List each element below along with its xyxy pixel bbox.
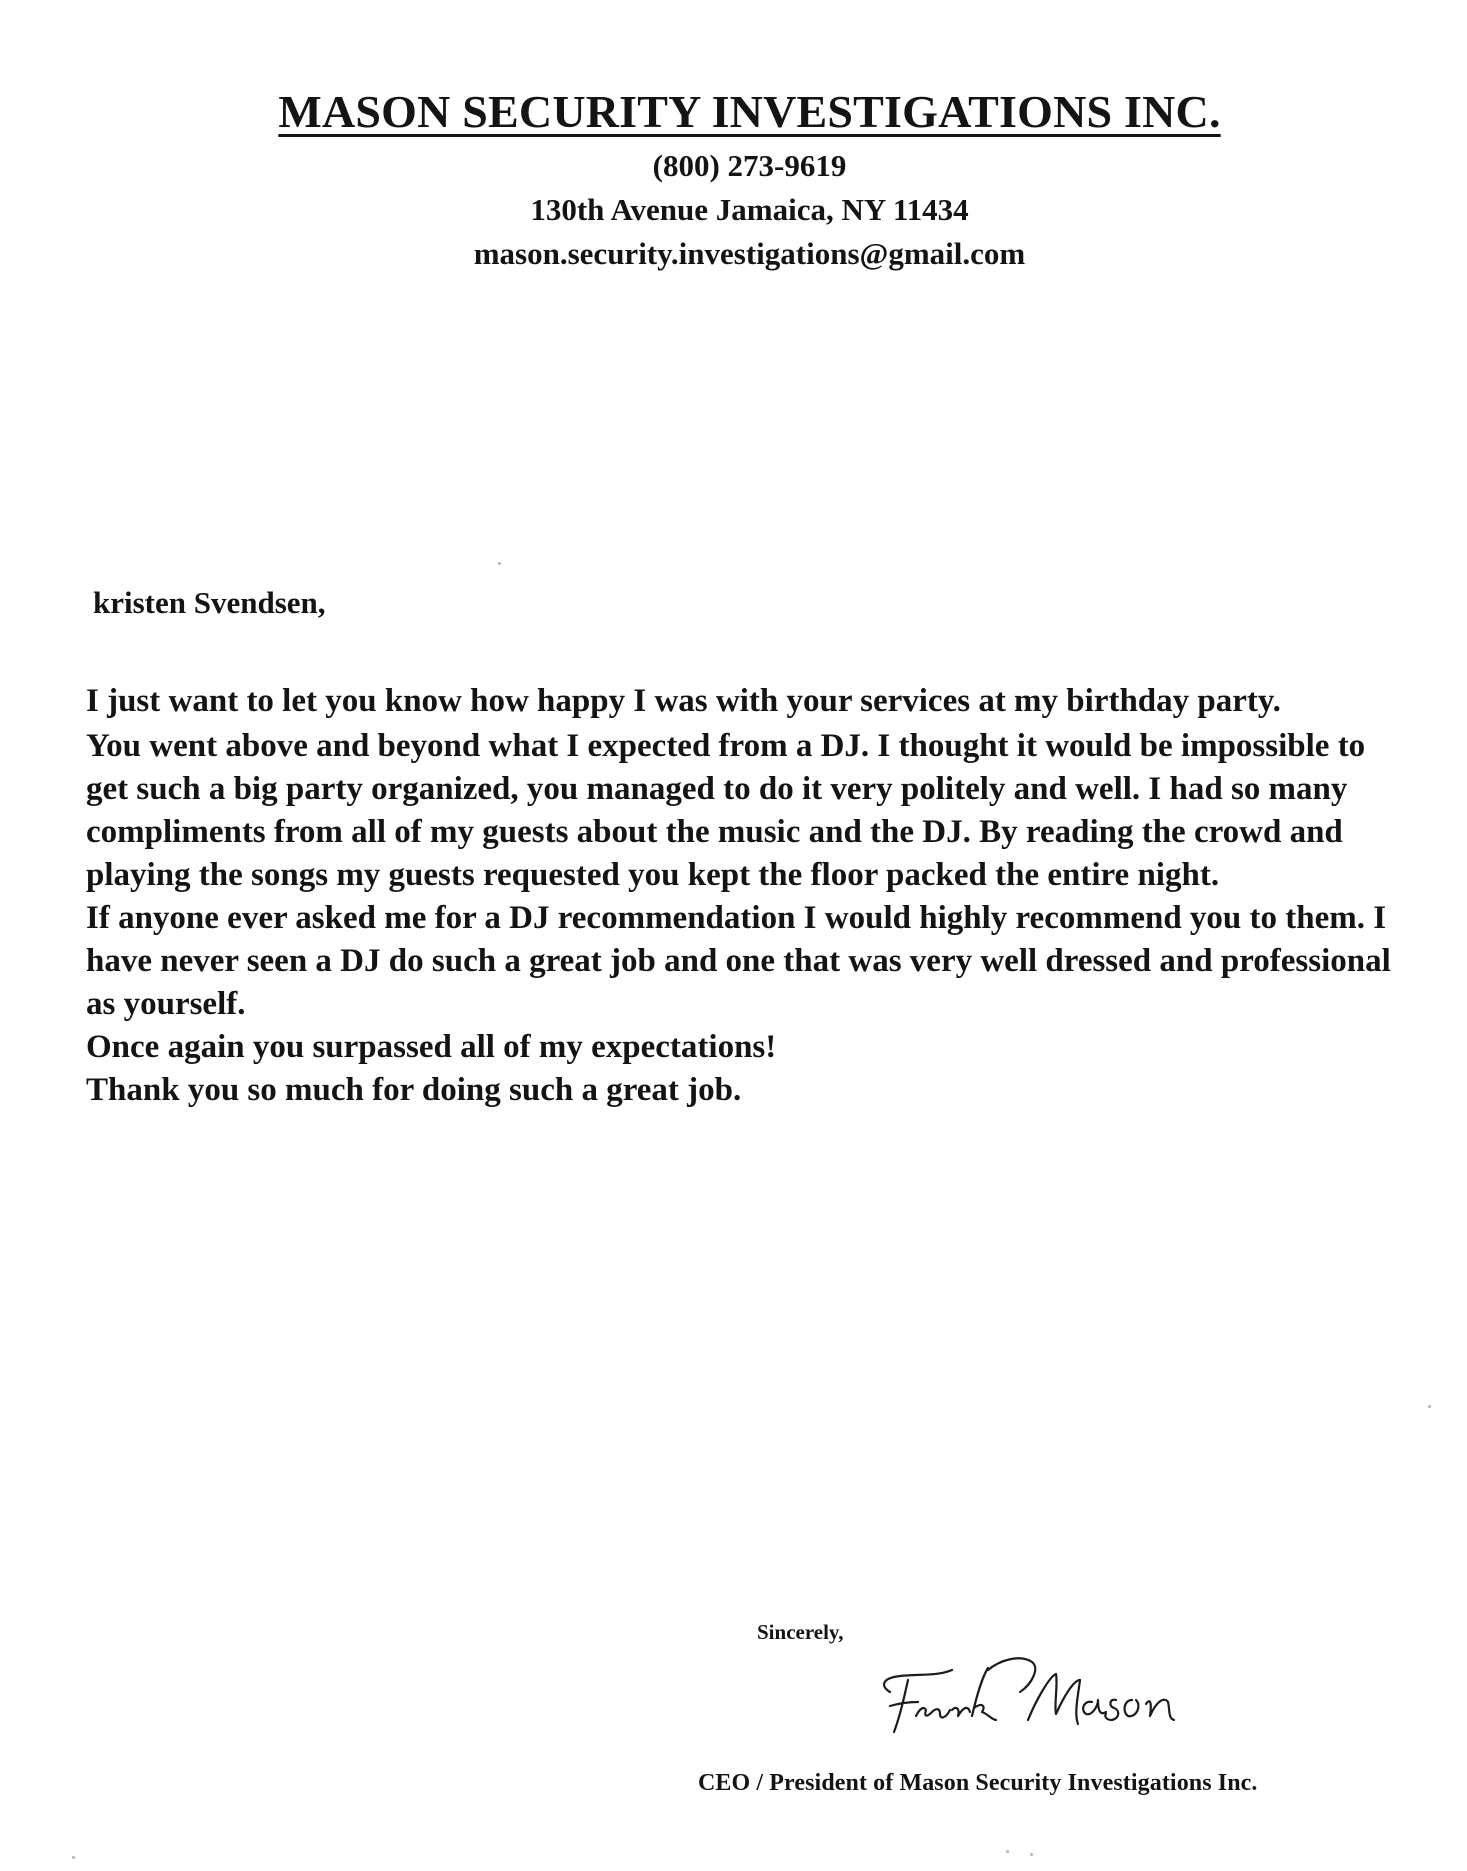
handwritten-signature <box>860 1640 1240 1760</box>
scan-speck <box>1006 1850 1009 1853</box>
scan-speck <box>1030 1853 1033 1856</box>
signer-title: CEO / President of Mason Security Investigations Inc. <box>698 1770 1258 1796</box>
body-paragraph: Once again you surpassed all of my expectations! <box>86 1029 777 1065</box>
scan-speck <box>1428 1405 1431 1408</box>
company-name: MASON SECURITY INVESTIGATIONS INC. <box>278 86 1221 137</box>
letterhead <box>0 82 1467 276</box>
scan-speck <box>498 562 501 565</box>
company-email: mason.security.investigations@gmail.com <box>473 236 1026 271</box>
body-paragraph: If anyone ever asked me for a DJ recommendation I would highly recommend you to them. I have never seen a DJ do such a great job and one that was very well dressed and professional as yourself. <box>86 900 1391 1022</box>
company-phone: (800) 273-9619 <box>652 148 847 183</box>
body-paragraph: I just want to let you know how happy I was with your services at my birthday party. <box>86 683 1281 719</box>
body-paragraph: Thank you so much for doing such a great job. <box>86 1072 742 1108</box>
body-paragraph: You went above and beyond what I expected from a DJ. I thought it would be impossible to get such a big party organized, you managed to do it very politely and well. I had so many compliments from all of my guests about the music and the DJ. By reading the crowd and playing the songs my guests requested you kept the floor packed the entire night. <box>86 728 1366 893</box>
closing: Sincerely, <box>757 1620 844 1644</box>
letter-body <box>86 680 1406 1112</box>
scan-speck <box>72 1856 75 1859</box>
salutation: kristen Svendsen, <box>93 585 326 620</box>
company-address: 130th Avenue Jamaica, NY 11434 <box>530 192 969 227</box>
